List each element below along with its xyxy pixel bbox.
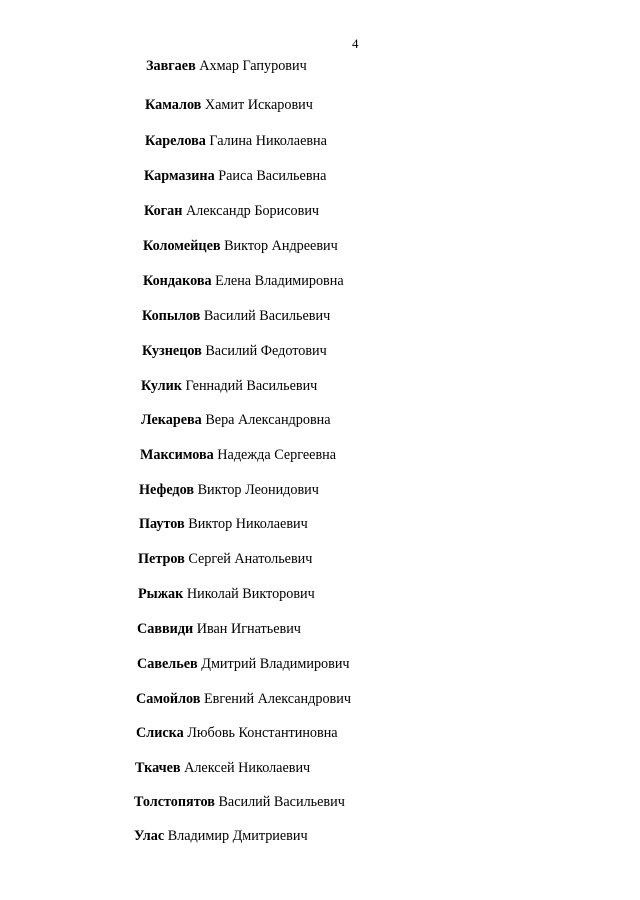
given-names: Александр Борисович [185, 203, 320, 219]
surname: Нефедов [139, 482, 195, 498]
surname: Копылов [142, 308, 201, 324]
list-item [138, 585, 315, 603]
given-names: Николай Викторович [186, 586, 315, 602]
list-item [134, 793, 345, 811]
list-item [145, 96, 313, 114]
surname: Толстопятов [134, 794, 215, 810]
given-names: Василий Васильевич [218, 794, 345, 810]
surname: Максимова [140, 447, 214, 463]
surname: Коган [144, 203, 183, 219]
surname: Рыжак [138, 586, 184, 602]
surname: Кулик [141, 378, 182, 394]
given-names: Виктор Андреевич [224, 238, 338, 254]
given-names: Любовь Константиновна [187, 725, 338, 741]
given-names: Раиса Васильевна [218, 168, 327, 184]
given-names: Вера Александровна [205, 412, 331, 428]
list-item [134, 827, 308, 845]
list-item [145, 132, 327, 150]
surname: Кармазина [144, 168, 215, 184]
given-names: Галина Николаевна [209, 133, 327, 149]
list-item [136, 724, 338, 742]
surname: Самойлов [136, 691, 201, 707]
surname: Кузнецов [142, 343, 202, 359]
given-names: Василий Васильевич [203, 308, 331, 324]
surname: Паутов [139, 516, 185, 532]
given-names: Ахмар Гапурович [199, 58, 307, 74]
list-item [143, 272, 344, 290]
list-item [140, 446, 336, 464]
list-item [141, 411, 331, 429]
surname: Карелова [145, 133, 206, 149]
surname: Петров [138, 551, 185, 567]
list-item [144, 202, 319, 220]
given-names: Сергей Анатольевич [188, 551, 313, 567]
page-number: 4 [352, 36, 359, 51]
surname: Савельев [137, 656, 198, 672]
list-item [146, 57, 307, 75]
list-item [142, 307, 330, 325]
given-names: Алексей Николаевич [184, 760, 311, 776]
surname: Слиска [136, 725, 184, 741]
list-item [141, 377, 317, 395]
given-names: Виктор Леонидович [197, 482, 319, 498]
list-item [142, 342, 327, 360]
surname: Улас [134, 828, 165, 844]
surname: Ткачев [135, 760, 181, 776]
surname: Завгаев [146, 58, 196, 74]
surname: Лекарева [141, 412, 202, 428]
list-item [137, 620, 301, 638]
list-item [135, 759, 310, 777]
given-names: Иван Игнатьевич [196, 621, 301, 637]
list-item [139, 515, 308, 533]
surname: Камалов [145, 97, 202, 113]
list-item [137, 655, 350, 673]
given-names: Геннадий Васильевич [185, 378, 318, 394]
given-names: Василий Федотович [205, 343, 327, 359]
surname: Кондакова [143, 273, 212, 289]
list-item [139, 481, 319, 499]
given-names: Надежда Сергеевна [217, 447, 337, 463]
list-item [138, 550, 312, 568]
surname: Коломейцев [143, 238, 221, 254]
list-item [143, 237, 338, 255]
given-names: Елена Владимировна [215, 273, 344, 289]
surname: Саввиди [137, 621, 194, 637]
list-item [136, 690, 351, 708]
list-item [144, 167, 326, 185]
given-names: Евгений Александрович [204, 691, 351, 707]
given-names: Владимир Дмитриевич [167, 828, 308, 844]
given-names: Хамит Искарович [204, 97, 313, 113]
given-names: Виктор Николаевич [188, 516, 308, 532]
given-names: Дмитрий Владимирович [201, 656, 350, 672]
